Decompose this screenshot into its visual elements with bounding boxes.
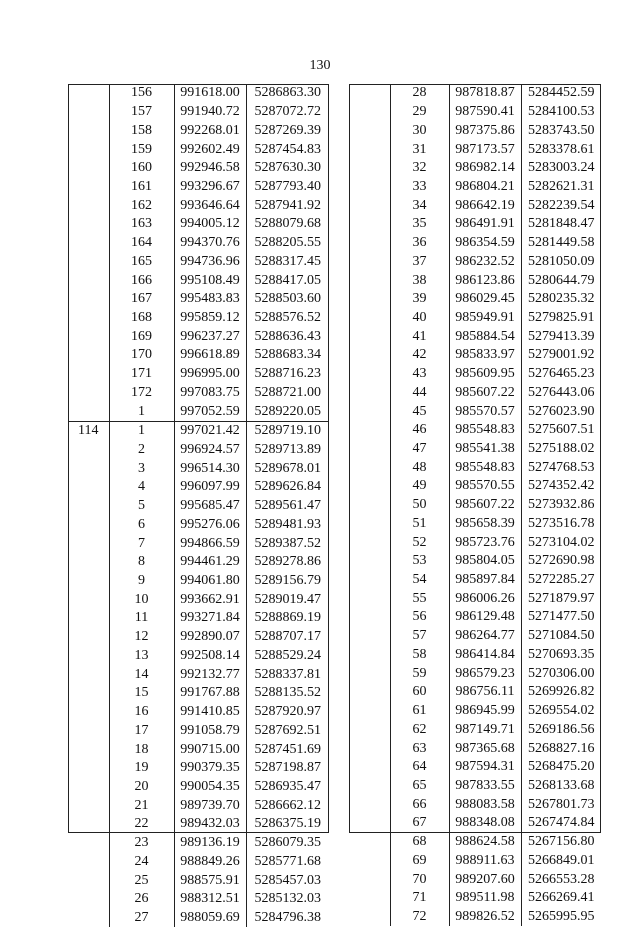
- x-coordinate-cell: 985949.91: [449, 309, 521, 328]
- y-coordinate-cell: 5269554.02: [528, 703, 595, 719]
- x-coordinate-cell: 994461.29: [174, 553, 246, 572]
- y-coordinate-cell: 5265995.95: [528, 908, 595, 924]
- x-coordinate-cell: 991940.72: [174, 103, 246, 122]
- point-number-cell: 8: [109, 553, 174, 572]
- point-number-cell: 164: [109, 234, 174, 253]
- x-coordinate-cell: 995276.06: [174, 516, 246, 535]
- y-coordinate-cell: 5266849.01: [528, 852, 595, 868]
- x-coordinate-cell: 988624.58: [449, 833, 521, 852]
- x-coordinate-cell: 985570.57: [449, 402, 521, 421]
- x-coordinate-cell: 986491.91: [449, 215, 521, 234]
- x-coordinate-cell: 987590.41: [449, 103, 521, 122]
- y-coordinate-cell: 5284100.53: [528, 104, 595, 120]
- x-coordinate-cell: 991618.00: [174, 84, 246, 103]
- point-number-cell: 29: [390, 103, 449, 122]
- point-number-cell: 24: [109, 852, 174, 871]
- y-coordinate-cell: 5271084.50: [528, 628, 595, 644]
- point-number-cell: 20: [109, 778, 174, 797]
- y-coordinate-cell: 5287793.40: [254, 178, 321, 194]
- x-coordinate-cell: 987818.87: [449, 84, 521, 103]
- y-coordinate-cell: 5289481.93: [254, 516, 321, 532]
- point-number-cell: 43: [390, 365, 449, 384]
- x-coordinate-cell: 986264.77: [449, 627, 521, 646]
- point-number-cell: 28: [390, 84, 449, 103]
- point-number-cell: 162: [109, 196, 174, 215]
- point-number-cell: 71: [390, 889, 449, 908]
- point-number-cell: 171: [109, 365, 174, 384]
- x-coordinate-cell: 986579.23: [449, 664, 521, 683]
- x-coordinate-cell: 989432.03: [174, 815, 246, 834]
- x-coordinate-cell: 989826.52: [449, 908, 521, 927]
- x-coordinate-cell: 985607.22: [449, 496, 521, 515]
- x-coordinate-cell: 993296.67: [174, 178, 246, 197]
- x-coordinate-cell: 992132.77: [174, 665, 246, 684]
- point-number-cell: 172: [109, 384, 174, 403]
- y-coordinate-cell: 5289561.47: [254, 498, 321, 514]
- y-coordinate-cell: 5285771.68: [254, 853, 321, 869]
- y-coordinate-cell: 5288079.68: [254, 216, 321, 232]
- y-coordinate-cell: 5284452.59: [528, 85, 595, 101]
- y-coordinate-cell: 5288721.00: [254, 384, 321, 400]
- x-coordinate-cell: 996995.00: [174, 365, 246, 384]
- y-coordinate-cell: 5271477.50: [528, 609, 595, 625]
- y-coordinate-cell: 5288317.45: [254, 253, 321, 269]
- point-number-cell: 11: [109, 609, 174, 628]
- table-row: [68, 421, 329, 440]
- point-number-cell: 57: [390, 627, 449, 646]
- x-coordinate-cell: 996237.27: [174, 327, 246, 346]
- y-coordinate-cell: 5272690.98: [528, 553, 595, 569]
- table-body-right: [349, 84, 601, 926]
- point-number-cell: 16: [109, 703, 174, 722]
- x-coordinate-cell: 989739.70: [174, 796, 246, 815]
- point-number-cell: 4: [109, 478, 174, 497]
- y-coordinate-cell: 5287630.30: [254, 160, 321, 176]
- point-number-cell: 2: [109, 441, 174, 460]
- x-coordinate-cell: 994370.76: [174, 234, 246, 253]
- x-coordinate-cell: 988911.63: [449, 851, 521, 870]
- y-coordinate-cell: 5268475.20: [528, 759, 595, 775]
- page-number: 130: [309, 58, 331, 73]
- x-coordinate-cell: 993662.91: [174, 590, 246, 609]
- x-coordinate-cell: 989207.60: [449, 870, 521, 889]
- y-coordinate-cell: 5287269.39: [254, 122, 321, 138]
- point-number-cell: 63: [390, 739, 449, 758]
- x-coordinate-cell: 992890.07: [174, 628, 246, 647]
- point-number-cell: 36: [390, 234, 449, 253]
- y-coordinate-cell: 5288576.52: [254, 309, 321, 325]
- y-coordinate-cell: 5289156.79: [254, 573, 321, 589]
- y-coordinate-cell: 5283378.61: [528, 141, 595, 157]
- y-coordinate-cell: 5288636.43: [254, 328, 321, 344]
- x-coordinate-cell: 985884.54: [449, 327, 521, 346]
- x-coordinate-cell: 990379.35: [174, 759, 246, 778]
- point-number-cell: 50: [390, 496, 449, 515]
- point-number-cell: 3: [109, 459, 174, 478]
- x-coordinate-cell: 986414.84: [449, 646, 521, 665]
- x-coordinate-cell: 996924.57: [174, 441, 246, 460]
- point-number-cell: 166: [109, 271, 174, 290]
- x-coordinate-cell: 988348.08: [449, 814, 521, 833]
- x-coordinate-cell: 987375.86: [449, 121, 521, 140]
- point-number-cell: 48: [390, 458, 449, 477]
- parcel-number-cell: [349, 84, 390, 926]
- y-coordinate-cell: 5276465.23: [528, 366, 595, 382]
- x-coordinate-cell: 994061.80: [174, 572, 246, 591]
- x-coordinate-cell: 985897.84: [449, 571, 521, 590]
- x-coordinate-cell: 987365.68: [449, 739, 521, 758]
- point-number-cell: 47: [390, 440, 449, 459]
- y-coordinate-cell: 5288503.60: [254, 291, 321, 307]
- x-coordinate-cell: 992946.58: [174, 159, 246, 178]
- y-coordinate-cell: 5281050.09: [528, 253, 595, 269]
- x-coordinate-cell: 990715.00: [174, 740, 246, 759]
- point-number-cell: 161: [109, 178, 174, 197]
- table-row: [68, 84, 329, 103]
- x-coordinate-cell: 986945.99: [449, 702, 521, 721]
- point-number-cell: 167: [109, 290, 174, 309]
- x-coordinate-cell: 986129.48: [449, 608, 521, 627]
- x-coordinate-cell: 991767.88: [174, 684, 246, 703]
- y-coordinate-cell: 5276443.06: [528, 384, 595, 400]
- y-coordinate-cell: 5287198.87: [254, 760, 321, 776]
- parcel-number-cell: [68, 84, 109, 421]
- y-coordinate-cell: 5274768.53: [528, 459, 595, 475]
- point-number-cell: 70: [390, 870, 449, 889]
- point-number-cell: 19: [109, 759, 174, 778]
- y-coordinate-cell: 5273516.78: [528, 515, 595, 531]
- x-coordinate-cell: 991410.85: [174, 703, 246, 722]
- x-coordinate-cell: 990054.35: [174, 778, 246, 797]
- x-coordinate-cell: 997083.75: [174, 384, 246, 403]
- point-number-cell: 22: [109, 815, 174, 834]
- point-number-cell: 7: [109, 534, 174, 553]
- x-coordinate-cell: 986354.59: [449, 234, 521, 253]
- point-number-cell: 13: [109, 647, 174, 666]
- point-number-cell: 58: [390, 646, 449, 665]
- x-coordinate-cell: 995483.83: [174, 290, 246, 309]
- x-coordinate-cell: 985541.38: [449, 440, 521, 459]
- point-number-cell: 159: [109, 140, 174, 159]
- y-coordinate-cell: 5287692.51: [254, 722, 321, 738]
- point-number-cell: 26: [109, 890, 174, 909]
- y-coordinate-cell: 5286863.30: [254, 85, 321, 101]
- point-number-cell: 41: [390, 327, 449, 346]
- x-coordinate-cell: 994005.12: [174, 215, 246, 234]
- point-number-cell: 66: [390, 795, 449, 814]
- y-coordinate-cell: 5271879.97: [528, 590, 595, 606]
- x-coordinate-cell: 995108.49: [174, 271, 246, 290]
- point-number-cell: 31: [390, 140, 449, 159]
- y-coordinate-cell: 5289387.52: [254, 535, 321, 551]
- point-number-cell: 46: [390, 421, 449, 440]
- x-coordinate-cell: 989511.98: [449, 889, 521, 908]
- x-coordinate-cell: 988083.58: [449, 795, 521, 814]
- point-number-cell: 15: [109, 684, 174, 703]
- point-number-cell: 39: [390, 290, 449, 309]
- x-coordinate-cell: 986756.11: [449, 683, 521, 702]
- x-coordinate-cell: 993646.64: [174, 196, 246, 215]
- y-coordinate-cell: 5287072.72: [254, 104, 321, 120]
- y-coordinate-cell: 5267474.84: [528, 815, 595, 831]
- y-coordinate-cell: 5282239.54: [528, 197, 595, 213]
- point-number-cell: 49: [390, 477, 449, 496]
- point-number-cell: 35: [390, 215, 449, 234]
- y-coordinate-cell: 5286662.12: [254, 797, 321, 813]
- point-number-cell: 6: [109, 516, 174, 535]
- point-number-cell: 55: [390, 589, 449, 608]
- y-coordinate-cell: 5288135.52: [254, 685, 321, 701]
- x-coordinate-cell: 994736.96: [174, 252, 246, 271]
- x-coordinate-cell: 986982.14: [449, 159, 521, 178]
- point-number-cell: 45: [390, 402, 449, 421]
- point-number-cell: 59: [390, 664, 449, 683]
- point-number-cell: 52: [390, 533, 449, 552]
- x-coordinate-cell: 997052.59: [174, 402, 246, 421]
- y-coordinate-cell: 5280235.32: [528, 291, 595, 307]
- y-coordinate-cell: 5286375.19: [254, 816, 321, 832]
- x-coordinate-cell: 986123.86: [449, 271, 521, 290]
- y-coordinate-cell: 5280644.79: [528, 272, 595, 288]
- x-coordinate-cell: 988059.69: [174, 909, 246, 927]
- point-number-cell: 25: [109, 871, 174, 890]
- y-coordinate-cell: 5288869.19: [254, 610, 321, 626]
- x-coordinate-cell: 987149.71: [449, 720, 521, 739]
- y-coordinate-cell: 5267156.80: [528, 834, 595, 850]
- point-number-cell: 38: [390, 271, 449, 290]
- x-coordinate-cell: 986232.52: [449, 252, 521, 271]
- y-coordinate-cell: 5288337.81: [254, 666, 321, 682]
- x-coordinate-cell: 988312.51: [174, 890, 246, 909]
- y-coordinate-cell: 5275607.51: [528, 422, 595, 438]
- point-number-cell: 21: [109, 796, 174, 815]
- y-coordinate-cell: 5283743.50: [528, 122, 595, 138]
- x-coordinate-cell: 996097.99: [174, 478, 246, 497]
- y-coordinate-cell: 5272285.27: [528, 572, 595, 588]
- point-number-cell: 65: [390, 777, 449, 796]
- point-number-cell: 1: [109, 421, 174, 440]
- x-coordinate-cell: 985548.83: [449, 421, 521, 440]
- point-number-cell: 44: [390, 384, 449, 403]
- y-coordinate-cell: 5286079.35: [254, 835, 321, 851]
- x-coordinate-cell: 988849.26: [174, 852, 246, 871]
- y-coordinate-cell: 5276023.90: [528, 403, 595, 419]
- x-coordinate-cell: 987833.55: [449, 777, 521, 796]
- y-coordinate-cell: 5288683.34: [254, 347, 321, 363]
- x-coordinate-cell: 992268.01: [174, 121, 246, 140]
- y-coordinate-cell: 5288417.05: [254, 272, 321, 288]
- y-coordinate-cell: 5285132.03: [254, 891, 321, 907]
- y-coordinate-cell: 5289678.01: [254, 460, 321, 476]
- y-coordinate-cell: 5287941.92: [254, 197, 321, 213]
- x-coordinate-cell: 995859.12: [174, 309, 246, 328]
- y-coordinate-cell: 5281449.58: [528, 235, 595, 251]
- y-coordinate-cell: 5269186.56: [528, 721, 595, 737]
- point-number-cell: 18: [109, 740, 174, 759]
- x-coordinate-cell: 991058.79: [174, 721, 246, 740]
- y-coordinate-cell: 5267801.73: [528, 796, 595, 812]
- y-coordinate-cell: 5266553.28: [528, 871, 595, 887]
- x-coordinate-cell: 985607.22: [449, 384, 521, 403]
- point-number-cell: 67: [390, 814, 449, 833]
- y-coordinate-cell: 5288716.23: [254, 366, 321, 382]
- y-coordinate-cell: 5283003.24: [528, 160, 595, 176]
- y-coordinate-cell: 5284796.38: [254, 909, 321, 925]
- point-number-cell: 37: [390, 252, 449, 271]
- x-coordinate-cell: 992602.49: [174, 140, 246, 159]
- y-coordinate-cell: 5274352.42: [528, 478, 595, 494]
- y-coordinate-cell: 5286935.47: [254, 778, 321, 794]
- point-number-cell: 27: [109, 909, 174, 927]
- y-coordinate-cell: 5287454.83: [254, 141, 321, 157]
- x-coordinate-cell: 986804.21: [449, 178, 521, 197]
- coordinates-table-left: [68, 84, 329, 927]
- point-number-cell: 64: [390, 758, 449, 777]
- point-number-cell: 23: [109, 834, 174, 853]
- point-number-cell: 169: [109, 327, 174, 346]
- x-coordinate-cell: 997021.42: [174, 421, 246, 440]
- y-coordinate-cell: 5285457.03: [254, 872, 321, 888]
- point-number-cell: 158: [109, 121, 174, 140]
- y-coordinate-cell: 5270693.35: [528, 646, 595, 662]
- y-coordinate-cell: 5279413.39: [528, 328, 595, 344]
- y-coordinate-cell: 5289713.89: [254, 442, 321, 458]
- y-coordinate-cell: 5269926.82: [528, 684, 595, 700]
- point-number-cell: 5: [109, 497, 174, 516]
- y-coordinate-cell: 5287451.69: [254, 741, 321, 757]
- x-coordinate-cell: 987173.57: [449, 140, 521, 159]
- point-number-cell: 51: [390, 515, 449, 534]
- y-coordinate-cell: 5281848.47: [528, 216, 595, 232]
- y-coordinate-cell: 5273932.86: [528, 497, 595, 513]
- point-number-cell: 40: [390, 309, 449, 328]
- y-coordinate-cell: 5266269.41: [528, 890, 595, 906]
- point-number-cell: 165: [109, 252, 174, 271]
- y-coordinate-cell: 5275188.02: [528, 441, 595, 457]
- table-row: [349, 84, 601, 103]
- coordinates-table-right: [349, 84, 601, 926]
- point-number-cell: 33: [390, 178, 449, 197]
- x-coordinate-cell: 985658.39: [449, 515, 521, 534]
- y-coordinate-cell: 5288529.24: [254, 647, 321, 663]
- x-coordinate-cell: 985609.95: [449, 365, 521, 384]
- point-number-cell: 12: [109, 628, 174, 647]
- x-coordinate-cell: 988575.91: [174, 871, 246, 890]
- point-number-cell: 170: [109, 346, 174, 365]
- y-coordinate-cell: 5268133.68: [528, 777, 595, 793]
- y-coordinate-cell: 5282621.31: [528, 178, 595, 194]
- y-coordinate-cell: 5288707.17: [254, 629, 321, 645]
- x-coordinate-cell: 987594.31: [449, 758, 521, 777]
- point-number-cell: 32: [390, 159, 449, 178]
- point-number-cell: 53: [390, 552, 449, 571]
- x-coordinate-cell: 985570.55: [449, 477, 521, 496]
- y-coordinate-cell: 5273104.02: [528, 534, 595, 550]
- x-coordinate-cell: 992508.14: [174, 647, 246, 666]
- x-coordinate-cell: 985723.76: [449, 533, 521, 552]
- x-coordinate-cell: 989136.19: [174, 834, 246, 853]
- point-number-cell: 156: [109, 84, 174, 103]
- x-coordinate-cell: 995685.47: [174, 497, 246, 516]
- point-number-cell: 61: [390, 702, 449, 721]
- point-number-cell: 1: [109, 402, 174, 421]
- point-number-cell: 62: [390, 720, 449, 739]
- x-coordinate-cell: 985548.83: [449, 458, 521, 477]
- point-number-cell: 56: [390, 608, 449, 627]
- y-coordinate-cell: 5289626.84: [254, 479, 321, 495]
- point-number-cell: 60: [390, 683, 449, 702]
- x-coordinate-cell: 986006.26: [449, 589, 521, 608]
- point-number-cell: 17: [109, 721, 174, 740]
- point-number-cell: 42: [390, 346, 449, 365]
- point-number-cell: 54: [390, 571, 449, 590]
- y-coordinate-cell: 5288205.55: [254, 235, 321, 251]
- x-coordinate-cell: 986029.45: [449, 290, 521, 309]
- parcel-number-cell: 114: [68, 421, 109, 927]
- point-number-cell: 9: [109, 572, 174, 591]
- point-number-cell: 34: [390, 196, 449, 215]
- point-number-cell: 163: [109, 215, 174, 234]
- y-coordinate-cell: 5289719.10: [246, 421, 329, 440]
- x-coordinate-cell: 993271.84: [174, 609, 246, 628]
- point-number-cell: 160: [109, 159, 174, 178]
- y-coordinate-cell: 5287920.97: [254, 704, 321, 720]
- y-coordinate-cell: 5289278.86: [254, 554, 321, 570]
- point-number-cell: 157: [109, 103, 174, 122]
- point-number-cell: 30: [390, 121, 449, 140]
- y-coordinate-cell: 5279001.92: [528, 347, 595, 363]
- point-number-cell: 68: [390, 833, 449, 852]
- y-coordinate-cell: 5270306.00: [528, 665, 595, 681]
- x-coordinate-cell: 996618.89: [174, 346, 246, 365]
- point-number-cell: 168: [109, 309, 174, 328]
- y-coordinate-cell: 5289019.47: [254, 591, 321, 607]
- x-coordinate-cell: 994866.59: [174, 534, 246, 553]
- point-number-cell: 14: [109, 665, 174, 684]
- x-coordinate-cell: 996514.30: [174, 459, 246, 478]
- point-number-cell: 72: [390, 908, 449, 927]
- x-coordinate-cell: 985804.05: [449, 552, 521, 571]
- x-coordinate-cell: 986642.19: [449, 196, 521, 215]
- y-coordinate-cell: 5289220.05: [254, 403, 321, 419]
- point-number-cell: 69: [390, 851, 449, 870]
- point-number-cell: 10: [109, 590, 174, 609]
- y-coordinate-cell: 5268827.16: [528, 740, 595, 756]
- table-body-left: [68, 84, 329, 927]
- x-coordinate-cell: 985833.97: [449, 346, 521, 365]
- y-coordinate-cell: 5279825.91: [528, 309, 595, 325]
